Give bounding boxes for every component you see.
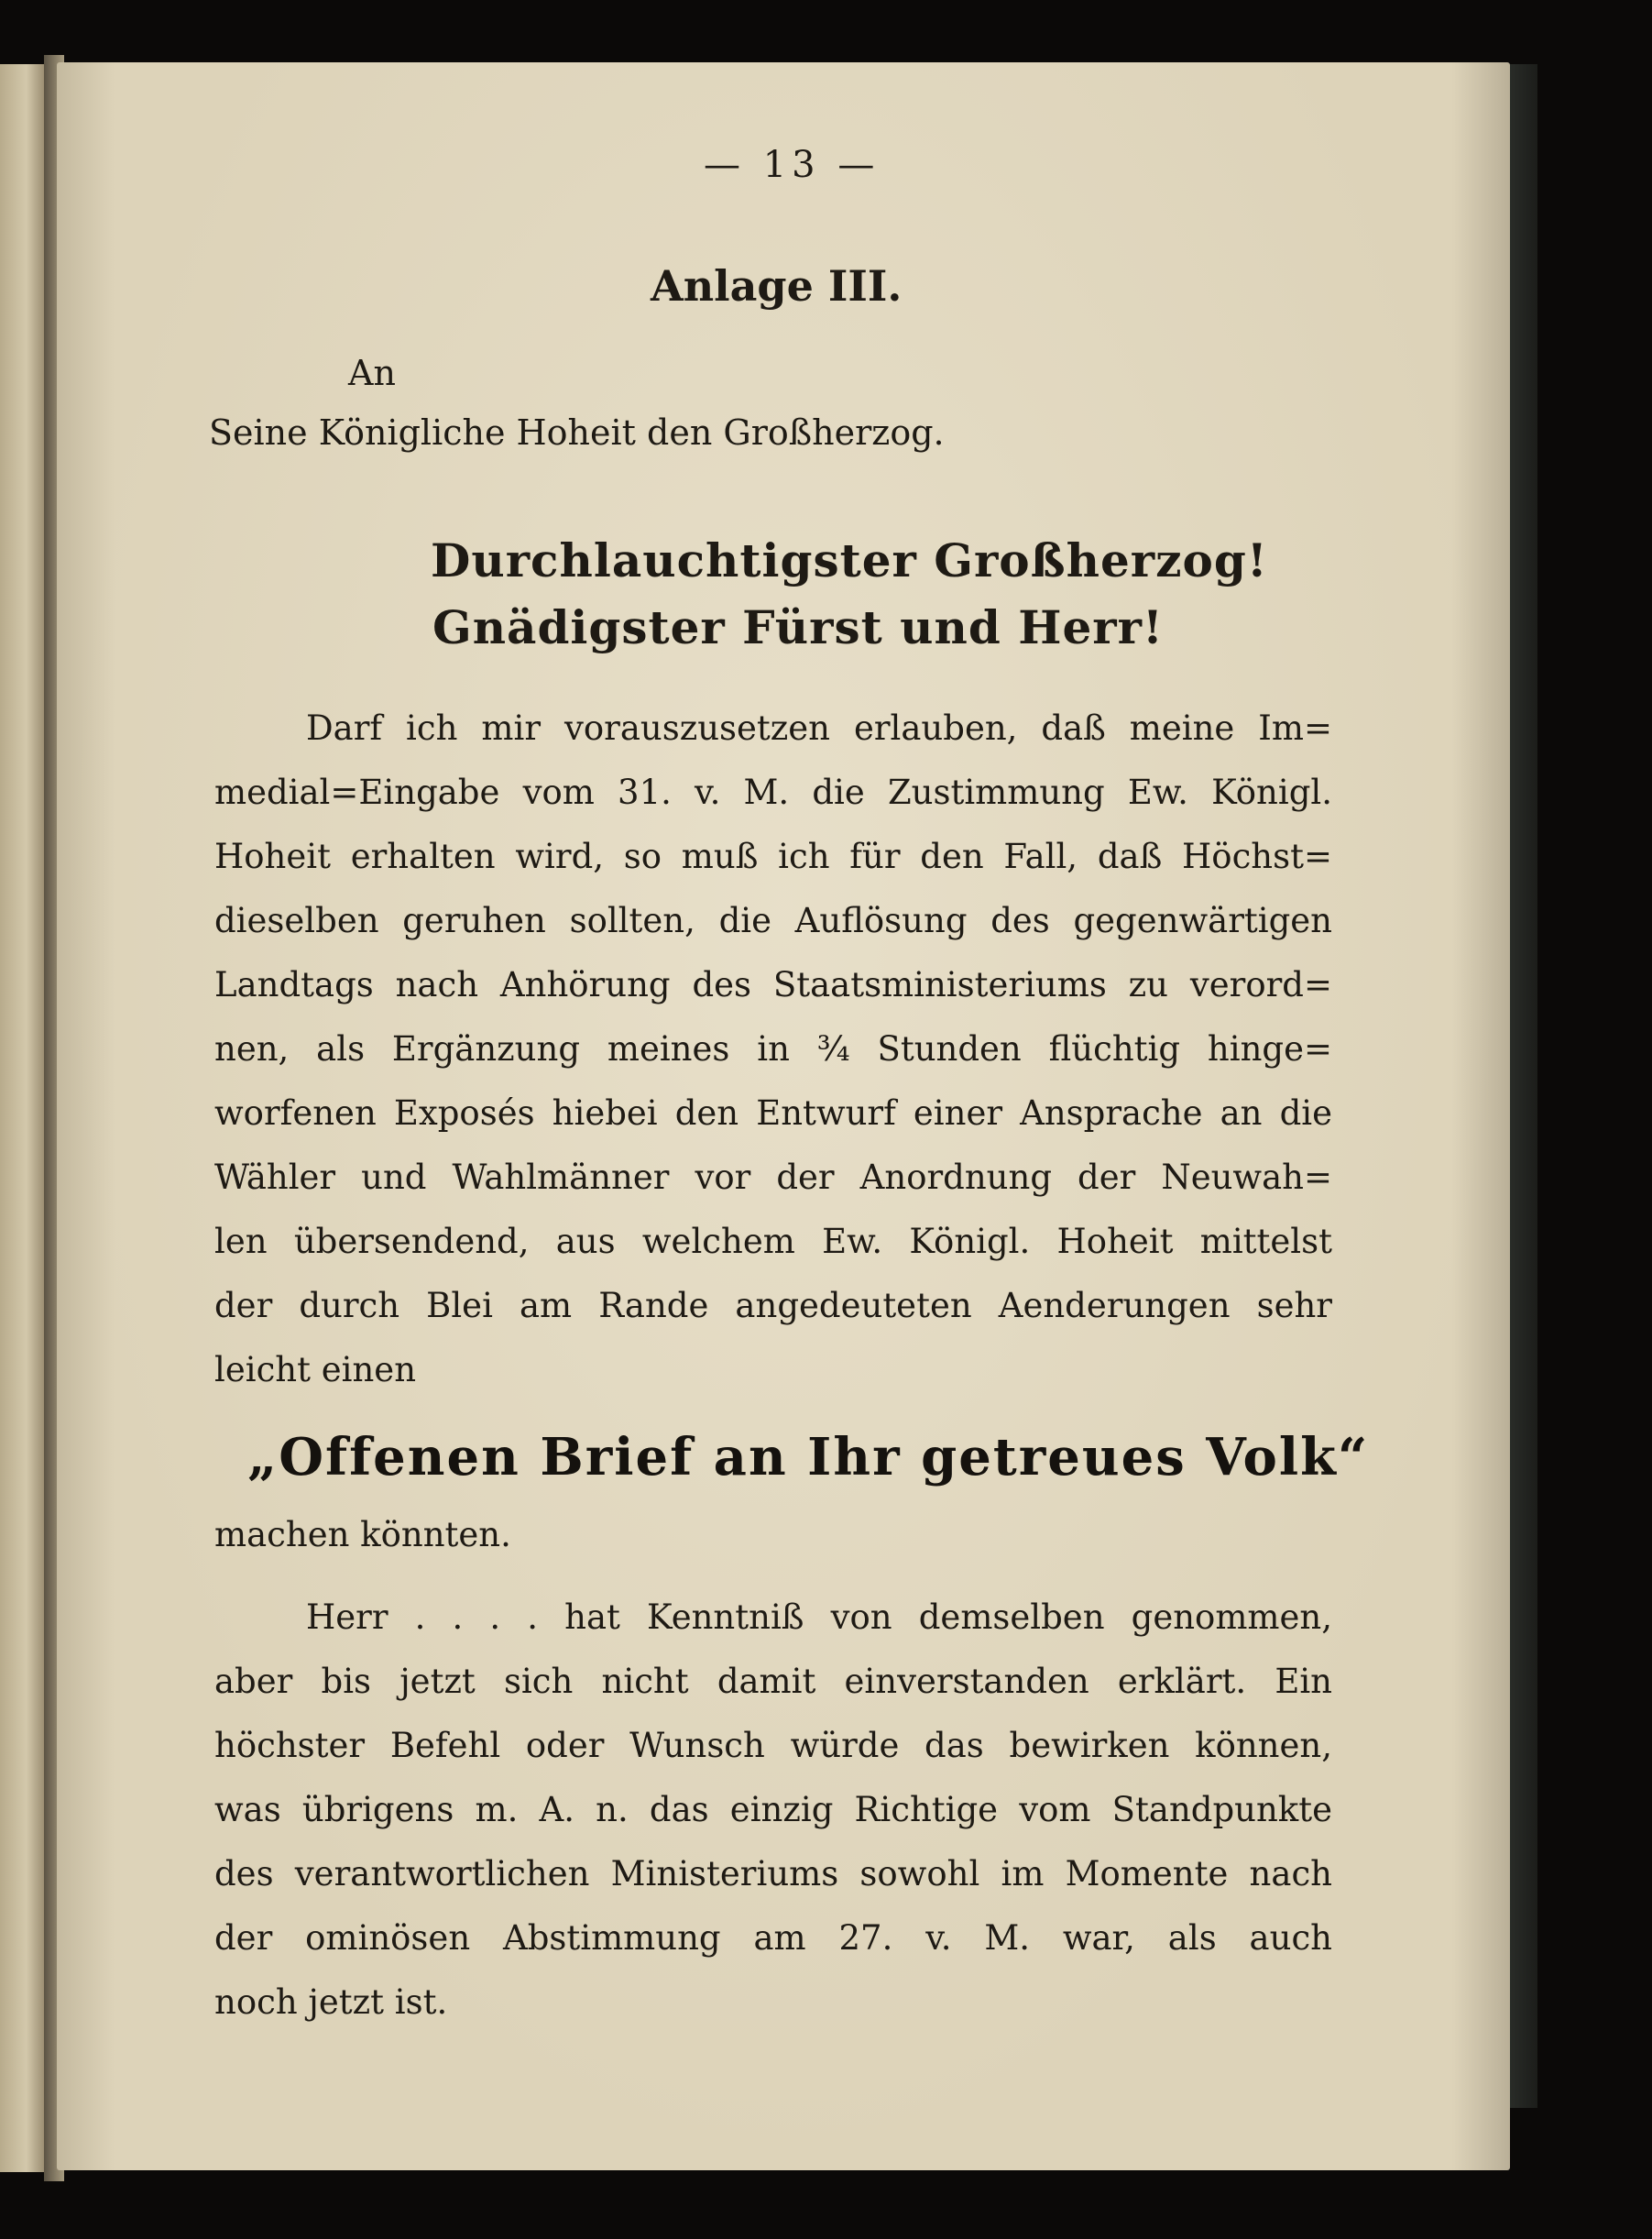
paragraph-3 (214, 1586, 1332, 2035)
previous-page-edge (0, 64, 44, 2172)
salutation-line-2: Gnädigster Fürst und Herr! (432, 600, 1164, 654)
emphasized-title: „Offenen Brief an Ihr getreues Volk“ (247, 1427, 1370, 1487)
text-line: Darf ich mir vorauszusetzen erlauben, daß meine Im= (306, 708, 1332, 748)
text-line: des verantwortlichen Ministeriums sowohl im Momente nach (214, 1854, 1332, 1893)
page-number: — 13 — (704, 144, 881, 186)
address-line-1: An (348, 353, 396, 393)
text-line: höchster Befehl oder Wunsch würde das bewirken können, (214, 1726, 1332, 1765)
text-line: len übersendend, aus welchem Ew. Königl. Hoheit mittelst (214, 1222, 1332, 1261)
salutation-line-1: Durchlauchtigster Großherzog! (431, 533, 1268, 587)
text-line: Wähler und Wahlmänner vor der Anordnung der Neuwah= (214, 1158, 1332, 1197)
text-line: der durch Blei am Rande angedeuteten Aenderungen sehr (214, 1286, 1332, 1325)
text-line: machen könnten. (214, 1515, 511, 1554)
text-line: dieselben geruhen sollten, die Auflösung des gegenwärtigen (214, 901, 1332, 940)
text-line: noch jetzt ist. (214, 1982, 448, 2022)
appendix-heading: Anlage III. (651, 261, 903, 311)
paragraph-2 (214, 1503, 1332, 1567)
address-line-2: Seine Königliche Hoheit den Großherzog. (209, 412, 945, 453)
text-line: Landtags nach Anhörung des Staatsministeriums zu verord= (214, 965, 1332, 1004)
text-line: Herr . . . . hat Kenntniß von demselben genommen, (306, 1597, 1332, 1637)
text-line: nen, als Ergänzung meines in ¾ Stunden flüchtig hinge= (214, 1029, 1332, 1069)
text-line: worfenen Exposés hiebei den Entwurf einer Ansprache an die (214, 1093, 1332, 1133)
paragraph-1 (214, 697, 1332, 1402)
text-line: medial=Eingabe vom 31. v. M. die Zustimmung Ew. Königl. (214, 773, 1332, 812)
text-line: leicht einen (214, 1350, 417, 1389)
text-line: Hoheit erhalten wird, so muß ich für den Fall, daß Höchst= (214, 837, 1332, 876)
text-line: der ominösen Abstimmung am 27. v. M. war, als auch (214, 1918, 1332, 1958)
text-line: was übrigens m. A. n. das einzig Richtige vom Standpunkte (214, 1790, 1332, 1829)
text-line: aber bis jetzt sich nicht damit einverstanden erklärt. Ein (214, 1662, 1332, 1701)
